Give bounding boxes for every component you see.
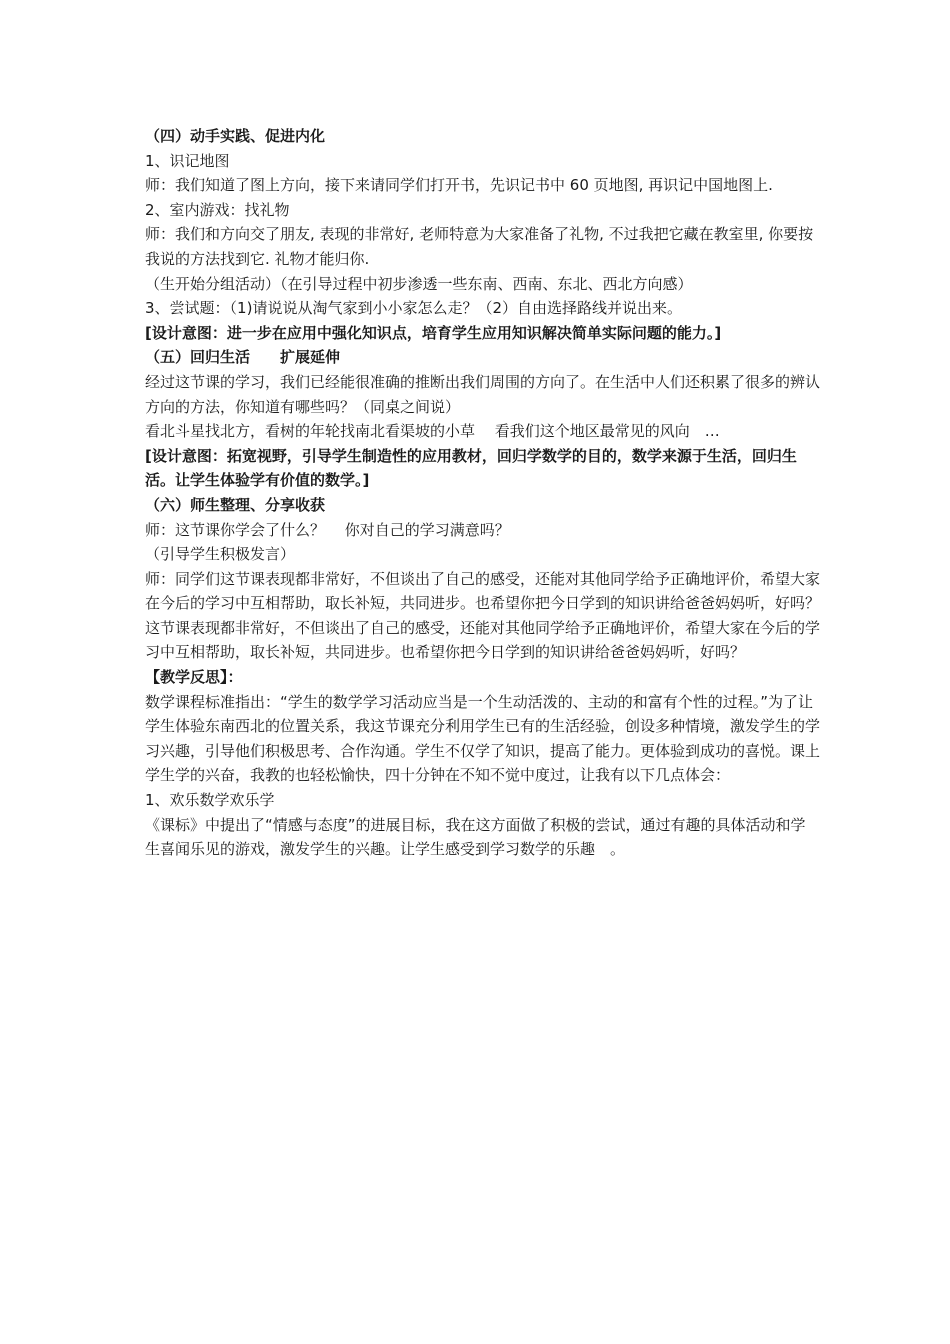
design-intent-note: [设计意图：进一步在应用中强化知识点，培育学生应用知识解决简单实际问题的能力。] — [145, 323, 722, 342]
section-heading-6: （六）师生整理、分享收获 — [145, 495, 326, 514]
section-heading-4: （四）动手实践、促进内化 — [145, 127, 326, 145]
paragraph: 师：同学们这节课表现都非常好，不但谈出了自己的感受，还能对其他同学给予正确地评价，希望大家在今后的学习中互相帮助，取长补短，共同进步。也希望你把今日学到的知识讲给爸爸妈妈听，好吗？ — [145, 569, 821, 613]
paragraph: （生开始分组活动）（在引导过程中初步渗透一些东南、西南、东北、西北方向感） — [145, 274, 693, 293]
section-heading-5: （五）回归生活 扩展延伸 — [145, 348, 341, 367]
paragraph: 数学课程标准指出：“学生的数学学习活动应当是一个生动活泼的、主动的和富有个性的过程。”为了让学生体验东南西北的位置关系，我这节课充分利用学生已有的生活经验，创设多种情境，激发学生的学习兴趣，引导他们积极思考、合作沟通。学生不仅学了知识，提高了能力。更体验到成功的喜悦。课上学生学的兴奋，我教的也轻松愉快，四十分钟在不知不觉中度过，让我有以下几点体会： — [145, 692, 821, 785]
list-item: 3、尝试题：（1)请说说从淘气家到小小家怎么走？（2）自由选择路线并说出来。 — [145, 299, 682, 318]
list-item: 1、欢乐数学欢乐学 — [145, 791, 275, 810]
paragraph: 师：我们知道了图上方向，接下来请同学们打开书，先识记书中 60 页地图, 再识记中国地图上. — [145, 176, 773, 195]
paragraph: 这节课表现都非常好，不但谈出了自己的感受，还能对其他同学给予正确地评价，希望大家在今后的学习中互相帮助，取长补短，共同进步。也希望你把今日学到的知识讲给爸爸妈妈听，好吗？ — [145, 618, 821, 662]
design-intent-note: [设计意图：拓宽视野，引导学生制造性的应用教材，回归学数学的目的，数学来源于生活，回归生活。让学生体验学有价值的数学。] — [145, 446, 797, 490]
document-body — [145, 124, 820, 862]
paragraph: 看北斗星找北方，看树的年轮找南北看渠坡的小草 看我们这个地区最常见的风向 … — [145, 422, 720, 441]
paragraph: （引导学生积极发言） — [145, 545, 296, 564]
reflection-heading: 【教学反思】： — [145, 668, 243, 687]
list-item: 1、识记地图 — [145, 151, 230, 170]
paragraph: 师：我们和方向交了朋友, 表现的非常好, 老师特意为大家准备了礼物, 不过我把它藏在教室里, 你要按我说的方法找到它. 礼物才能归你. — [145, 225, 814, 268]
paragraph: 《课标》中提出了“情感与态度”的进展目标，我在这方面做了积极的尝试，通过有趣的具体活动和学生喜闻乐见的游戏，激发学生的兴趣。让学生感受到学习数学的乐趣 。 — [145, 815, 806, 859]
list-item: 2、室内游戏：找礼物 — [145, 200, 290, 219]
paragraph: 师：这节课你学会了什么？ 你对自己的学习满意吗？ — [145, 520, 510, 539]
paragraph: 经过这节课的学习，我们已经能很准确的推断出我们周围的方向了。在生活中人们还积累了很多的辨认方向的方法，你知道有哪些吗？（同桌之间说） — [145, 372, 821, 416]
